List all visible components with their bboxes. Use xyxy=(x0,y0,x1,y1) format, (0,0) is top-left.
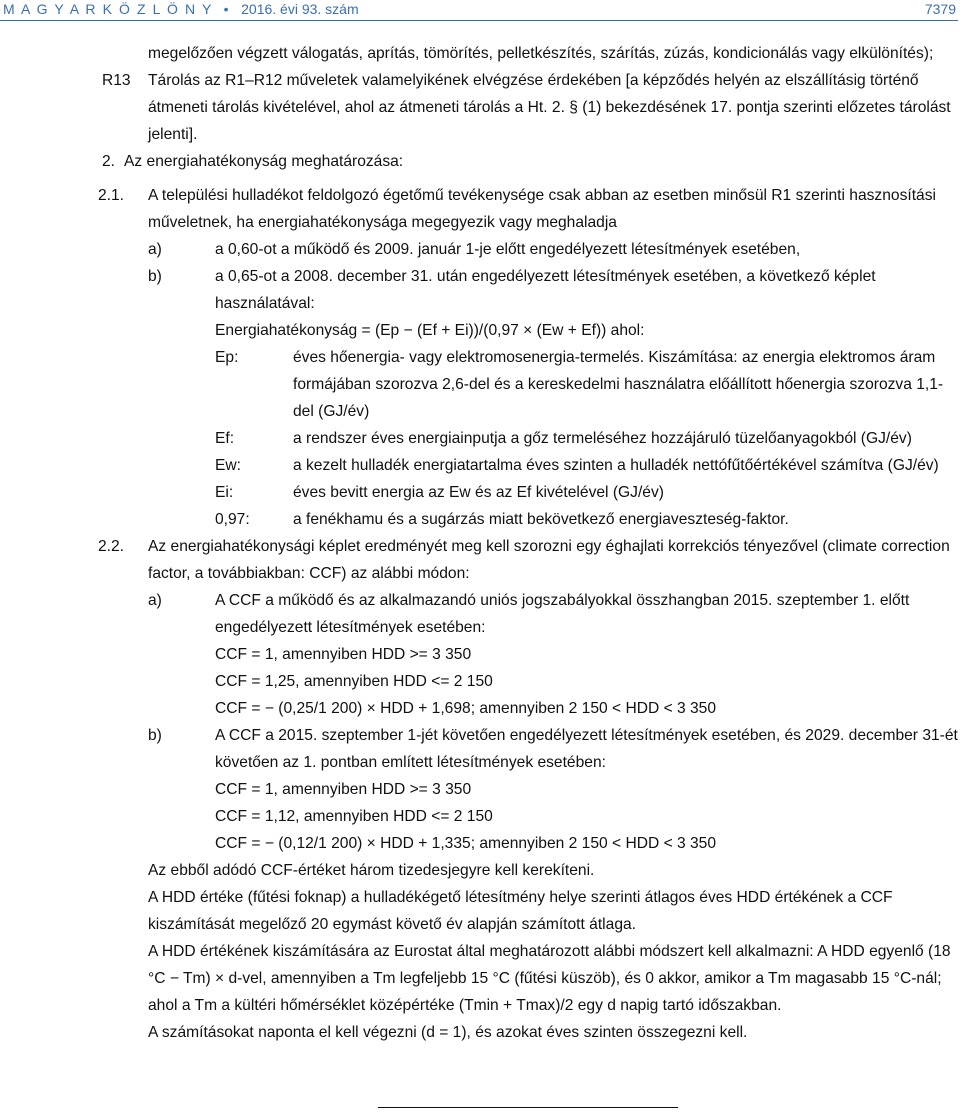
term-ew: Ew: xyxy=(215,457,241,474)
page-header xyxy=(0,0,960,22)
ccf-b-label: b) xyxy=(148,727,162,744)
header-rule xyxy=(0,20,958,21)
section-2-2-item-b xyxy=(148,722,958,857)
ccf-a-label: a) xyxy=(148,592,162,609)
term-097: 0,97: xyxy=(215,511,250,528)
section-2-1-item-a xyxy=(148,236,958,263)
header-bullet: • xyxy=(223,1,231,17)
section-2-2-paragraphs xyxy=(148,857,958,1046)
hdd-method-paragraph: A HDD értékének kiszámítására az Eurostat által meghatározott alábbi módszert kell alkalmazni: A HDD egyenlő (18 °C − Tm) × d-vel, amennyiben a Tm legfeljebb 15 °C (fűtési küszöb), és 0 akkor, amikor a Tm magasabb 15 °C-nál; ahol a Tm a kültéri hőmérséklet középértéke (Tmin + Tmax)/2 egy d napig tartó időszakban. xyxy=(148,943,951,1014)
section-2-title: Az energiahatékonyság meghatározása: xyxy=(124,153,404,170)
definition-ew-text: a kezelt hulladék energiatartalma éves szinten a hulladék nettófűtőértékével számítva (GJ/év) xyxy=(293,457,939,474)
ccf-a-formula-3: CCF = − (0,25/1 200) × HDD + 1,698; amennyiben 2 150 < HDD < 3 350 xyxy=(215,700,717,717)
document-body xyxy=(0,40,960,1046)
section-2-1-text: A települési hulladékot feldolgozó égetőmű tevékenysége csak abban az esetben minősül R1 szerinti hasznosítási műveletnek, ha energiahatékonysága megegyezik vagy meghaladja xyxy=(148,187,936,231)
definition-ei xyxy=(215,479,958,506)
definition-097-text: a fenékhamu és a sugárzás miatt bekövetkező energiaveszteség-faktor. xyxy=(293,511,789,528)
ccf-b-text: A CCF a 2015. szeptember 1-jét követően engedélyezett létesítmények esetében, és 2029. december 31-ét követően az 1. pontban említett létesítmények esetében: xyxy=(215,727,958,771)
rounding-paragraph: Az ebből adódó CCF-értéket három tizedesjegyre kell kerekíteni. xyxy=(148,862,595,879)
r12-continuation xyxy=(148,40,958,67)
ccf-a-formula-1: CCF = 1, amennyiben HDD >= 3 350 xyxy=(215,646,472,663)
section-2-heading xyxy=(102,148,958,175)
section-2-1-item-b xyxy=(148,263,958,317)
ccf-b-formula-1: CCF = 1, amennyiben HDD >= 3 350 xyxy=(215,781,472,798)
item-b-text: a 0,65-ot a 2008. december 31. után engedélyezett létesítmények esetében, a következő képlet használatával: xyxy=(215,268,876,312)
item-a-text: a 0,60-ot a működő és 2009. január 1-je előtt engedélyezett létesítmények esetében, xyxy=(215,241,801,258)
efficiency-formula: Energiahatékonyság = (Ep − (Ef + Ei))/(0,97 × (Ew + Ef)) ahol: xyxy=(215,322,645,339)
section-2-1 xyxy=(98,182,958,236)
ccf-a-text: A CCF a működő és az alkalmazandó uniós jogszabályokkal összhangban 2015. szeptember 1. előtt engedélyezett létesítmények esetében: xyxy=(215,592,910,636)
term-ei: Ei: xyxy=(215,484,234,501)
section-2-2-number: 2.2. xyxy=(98,538,125,555)
r13-item xyxy=(102,67,958,148)
r12-text: megelőzően végzett válogatás, aprítás, tömörítés, pelletkészítés, szárítás, zúzás, kondicionálás vagy elkülönítés); xyxy=(148,45,934,62)
term-ef: Ef: xyxy=(215,430,235,447)
issue-number: 2016. évi 93. szám xyxy=(241,1,359,17)
section-2-1-number: 2.1. xyxy=(98,187,125,204)
definition-097 xyxy=(215,506,958,533)
definition-ep xyxy=(215,344,958,425)
r13-text: Tárolás az R1–R12 műveletek valamelyikének elvégzése érdekében [a képződés helyén az elszállításig történő átmeneti tárolás kivételével, ahol az átmeneti tárolás a Ht. 2. § (1) bekezdésének 17. pontja szerinti előzetes tárolást jelenti]. xyxy=(148,72,951,143)
hdd-definition-paragraph: A HDD értéke (fűtési foknap) a hulladékégető létesítmény helye szerinti átlagos éves HDD értékének a CCF kiszámítását megelőző 20 egymást követő év alapján számított átlaga. xyxy=(148,889,893,933)
section-2-2-text: Az energiahatékonysági képlet eredményét meg kell szorozni egy éghajlati korrekciós tényezővel (climate correction factor, a továbbiakban: CCF) az alábbi módon: xyxy=(148,538,950,582)
definition-ef xyxy=(215,425,958,452)
header-title xyxy=(3,1,359,17)
r13-label: R13 xyxy=(102,72,131,89)
definition-ei-text: éves bevitt energia az Ew és az Ef kivételével (GJ/év) xyxy=(293,484,664,501)
publication-name: M A G Y A R K Ö Z L Ö N Y xyxy=(3,1,213,17)
section-2-2-item-a xyxy=(148,587,958,722)
item-a-label: a) xyxy=(148,241,162,258)
definition-ep-text: éves hőenergia- vagy elektromosenergia-termelés. Kiszámítása: az energia elektromos áram formájában szorozva 2,6-del és a kereskedelmi használatra előállított hőenergia szorozva 1,1-del (GJ/év) xyxy=(293,349,944,420)
end-separator-rule xyxy=(378,1107,678,1108)
section-2-number: 2. xyxy=(102,153,116,170)
ccf-a-formula-2: CCF = 1,25, amennyiben HDD <= 2 150 xyxy=(215,673,493,690)
ccf-b-formula-2: CCF = 1,12, amennyiben HDD <= 2 150 xyxy=(215,808,493,825)
page-number: 7379 xyxy=(924,1,956,17)
section-2-2 xyxy=(98,533,958,587)
item-b-label: b) xyxy=(148,268,162,285)
definition-ef-text: a rendszer éves energiainputja a gőz termeléséhez hozzájáruló tüzelőanyagokból (GJ/év) xyxy=(293,430,912,447)
definition-ew xyxy=(215,452,958,479)
ccf-b-formula-3: CCF = − (0,12/1 200) × HDD + 1,335; amennyiben 2 150 < HDD < 3 350 xyxy=(215,835,717,852)
daily-calculation-paragraph: A számításokat naponta el kell végezni (d = 1), és azokat éves szinten összegezni kell. xyxy=(148,1024,748,1041)
term-ep: Ep: xyxy=(215,349,239,366)
